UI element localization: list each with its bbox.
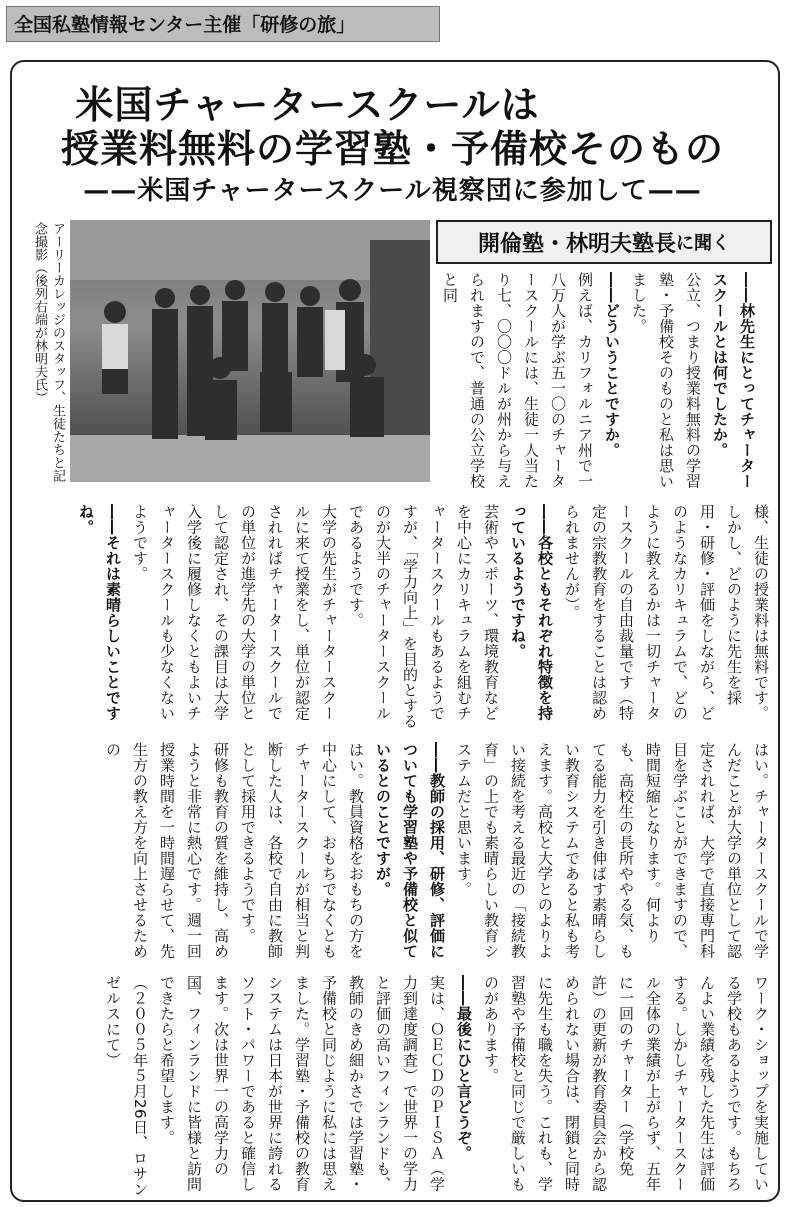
- question-4: ――それは素晴らしいことですね。: [77, 504, 122, 721]
- answer-5-cont: ワーク・ショップを実施している学校もあるようです。もちろんよい業績を残した先生は評価する。しかしチャータースクール全体の業績が上がらず、五年に一回のチャーター（学校免許）の更新が教育委員会から認められない場合は、閉鎖と同時に先生も職を失う。これも、学習塾や予備校と同じで厳しいものがあります。: [482, 975, 770, 1192]
- answer-5b: 研修も教育の質を維持し、高めようと非常に熱心です。週一回授業時間を一時間遅らせて、先生方の教え方を向上させるための: [104, 742, 230, 959]
- question-2: ――どういうことですか。: [603, 272, 621, 458]
- headline-line1: 米国チャータースクールは: [75, 83, 540, 127]
- text-band-1: [441, 272, 760, 494]
- interview-suffix: に聞く: [676, 233, 730, 254]
- answer-6: 実は、ＯＥＣＤのＰＩＳＡ（学力到達度調査）で世界一の学力と評価の高いフィンランドも、教師のきめ細かさでは学習塾・予備校と同じように私には思えました。学習塾・予備校の教育システムは日本が世界に誇れるソフト・パワーであると確信します。次は世界一の高学力の国、フィンランドに皆様と訪問できたらと希望します。: [158, 975, 446, 1192]
- question-3: ――各校ともそれぞれ特徴を持っているようですね。: [509, 504, 554, 721]
- series-title: 全国私塾情報センター主催「研修の旅」: [14, 14, 356, 36]
- group-photo: [70, 220, 430, 482]
- text-band-3: [12, 742, 774, 967]
- answer-2-cont: 様、生徒の授業料は無料です。しかし、どのように先生を採用・研修・評価をしながら、どのようなカリキュラムで、どのように教えるかは一切チャータースクールの自由裁量です（特定の宗教教育をすることは認められませんが）。: [563, 504, 770, 721]
- text-band-2: [12, 504, 774, 732]
- headline-line2: 授業料無料の学習塾・予備校そのもの: [60, 127, 724, 171]
- dateline: （２００５年５月26日、ロサンゼルスにて）: [104, 975, 149, 1197]
- question-5: ――教師の採用、研修、評価についても学習塾や予備校と似ているとのことですが。: [374, 742, 446, 959]
- answer-3: 芸術やスポーツ、環境教育などを中心にカリキュラムを組むチャータースクールもあるようですが、「学力向上」を目的とするのが大半のチャータースクールであるようです。: [347, 504, 500, 729]
- text-band-4: [12, 975, 774, 1197]
- interview-label: [436, 220, 772, 264]
- answer-2: 例えば、カリフォルニア州で一八万人が学ぶ五一〇のチャータースクールには、生徒一人当たり七、〇〇〇ドルが州から与えられますので、普通の公立学校と同: [441, 272, 594, 489]
- interviewee-name: 開倫塾・林明夫塾長: [477, 231, 676, 257]
- answer-4: はい。チャータースクールで学んだことが大学の単位として認定されれば、大学で直接専門科目を学ぶことができますので、時間短縮となります。何よりも、高校生の長所ややる気、もてる能力を引き伸ばす素晴らしい教育システムであると私も考えます。高校と大学とのよりよい接続を考える最近の「接続教育」の上でも素晴らしい教育システムだと思います。: [455, 742, 770, 959]
- answer-1: 公立、つまり授業料無料の学習塾・予備校そのものと私は思いました。: [630, 272, 702, 489]
- question-1: ――林先生にとってチャータースクールとは何でしたか。: [711, 272, 756, 489]
- subheadline: ——米国チャータースクール視察団に参加して——: [83, 176, 702, 206]
- answer-3b: 大学の先生がチャータースクールに来て授業をし、単位が認定されればチャータースクールでの単位が進学先の大学の単位として認定され、その課目は大学入学後に履修しなくともよいチャータースクールも少なくないようです。: [131, 504, 338, 721]
- photo-caption: アーリーカレッジのスタッフ、生徒たちと記念撮影（後列右端が林明夫氏）: [32, 222, 65, 482]
- answer-5: はい。教員資格をおもちの方を中心にして、おもちでなくともチャータースクールが相当と判断した人は、各校で自由に教師として採用できるようです。: [239, 742, 365, 959]
- question-6: ――最後にひと言どうぞ。: [455, 975, 473, 1161]
